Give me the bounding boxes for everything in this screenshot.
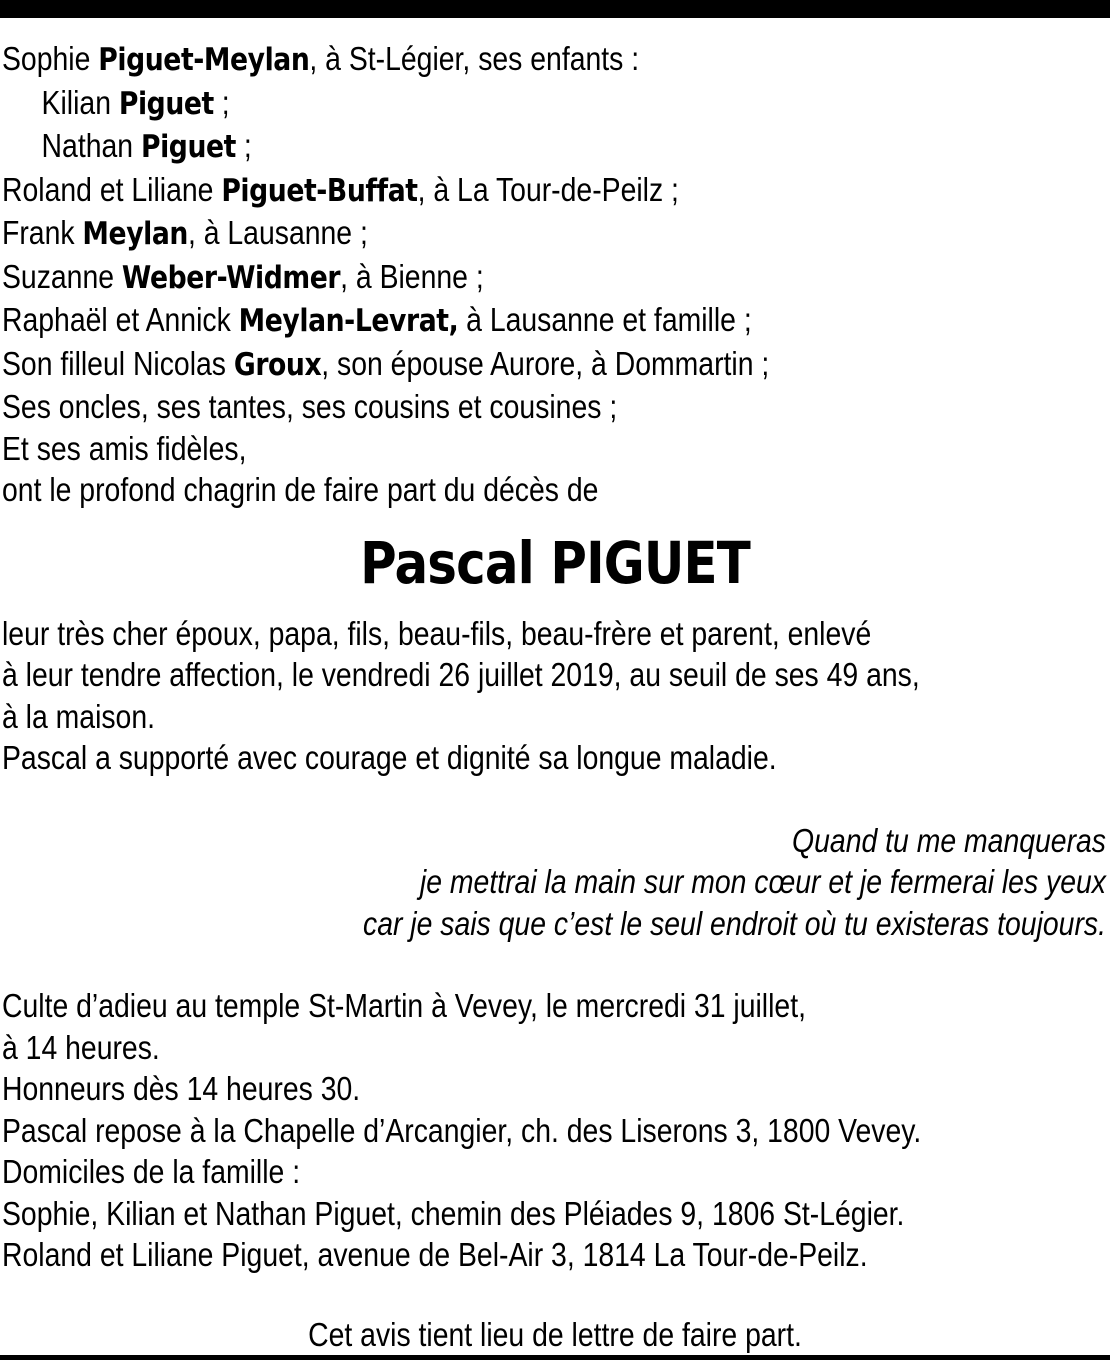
family-surname: Meylan-Levrat,: [238, 303, 459, 339]
description-line: leur très cher époux, papa, fils, beau-fils, beau-frère et parent, enlevé: [2, 614, 872, 652]
family-text: , à La Tour-de-Peilz ;: [417, 170, 679, 208]
ceremony-line: Honneurs dès 14 heures 30.: [2, 1070, 361, 1107]
ceremony-line: Pascal repose à la Chapelle d’Arcangier, ch. des Liserons 3, 1800 Vevey.: [2, 1111, 922, 1149]
spacer: [2, 779, 1108, 820]
description-line: à leur tendre affection, le vendredi 26 juillet 2019, au seuil de ses 49 ans,: [2, 656, 920, 693]
ceremony-line: Sophie, Kilian et Nathan Piguet, chemin des Pléiades 9, 1806 St-Légier.: [2, 1194, 905, 1232]
family-text: Kilian: [41, 83, 119, 121]
family-surname: Piguet: [118, 85, 214, 122]
family-text: Nathan: [41, 127, 141, 164]
ceremony-info: [2, 985, 1108, 1276]
poem: [2, 820, 1108, 945]
family-line: [2, 428, 953, 470]
family-text: ;: [235, 127, 252, 164]
ceremony-line: Domiciles de la famille :: [2, 1153, 301, 1190]
family-surname: Piguet: [140, 129, 236, 165]
family-text: Suzanne: [2, 257, 122, 295]
family-text: à Lausanne et famille ;: [458, 301, 752, 338]
family-line: [2, 169, 953, 213]
family-list: [2, 38, 1108, 511]
description: [2, 613, 1108, 779]
family-surname: Weber-Widmer: [121, 259, 341, 296]
ceremony-line: à 14 heures.: [2, 1028, 160, 1066]
family-line: [2, 82, 953, 126]
family-surname: Groux: [233, 346, 322, 383]
family-text: Ses oncles, ses tantes, ses cousins et cousines ;: [2, 388, 618, 425]
family-text: Sophie: [2, 40, 99, 77]
family-text: Son filleul Nicolas: [2, 344, 234, 382]
family-text: , à St-Légier, ses enfants :: [309, 40, 640, 77]
poem-line: Quand tu me manqueras: [792, 821, 1106, 859]
footer-note: Cet avis tient lieu de lettre de faire part.: [308, 1315, 802, 1353]
family-line: [2, 212, 953, 256]
poem-line: car je sais que c’est le seul endroit où tu existeras toujours.: [363, 904, 1106, 942]
family-surname: Piguet-Meylan: [98, 42, 310, 78]
family-text: , à Lausanne ;: [187, 214, 368, 251]
poem-line: je mettrai la main sur mon cœur et je fermerai les yeux: [419, 863, 1106, 900]
family-line: [2, 343, 953, 387]
bottom-rule: [0, 1355, 1110, 1360]
family-text: Raphaël et Annick: [2, 301, 239, 338]
family-text: Roland et Liliane: [2, 170, 222, 208]
family-line: [2, 125, 953, 169]
family-surname: Piguet-Buffat: [221, 172, 418, 209]
spacer: [2, 1276, 1108, 1314]
family-line: [2, 38, 953, 82]
family-text: Frank: [2, 214, 83, 251]
description-line: à la maison.: [2, 697, 156, 735]
family-text: ont le profond chagrin de faire part du décès de: [2, 471, 599, 508]
family-text: , son épouse Aurore, à Dommartin ;: [321, 344, 770, 382]
family-text: Et ses amis fidèles,: [2, 429, 247, 467]
ceremony-line: Roland et Liliane Piguet, avenue de Bel-Air 3, 1814 La Tour-de-Peilz.: [2, 1236, 868, 1273]
family-text: , à Bienne ;: [340, 257, 484, 295]
description-line: Pascal a supporté avec courage et dignité sa longue maladie.: [2, 739, 777, 776]
top-rule: [0, 0, 1110, 18]
family-line: [2, 386, 953, 428]
family-line: [2, 256, 953, 300]
ceremony-line: Culte d’adieu au temple St-Martin à Vevey, le mercredi 31 juillet,: [2, 987, 806, 1024]
family-text: ;: [213, 83, 230, 121]
obituary-notice: [2, 38, 1108, 1355]
deceased-name: Pascal PIGUET: [360, 528, 750, 597]
family-surname: Meylan: [82, 216, 188, 252]
family-line: [2, 299, 953, 343]
spacer: [2, 944, 1108, 985]
announcement-line: [2, 469, 953, 511]
